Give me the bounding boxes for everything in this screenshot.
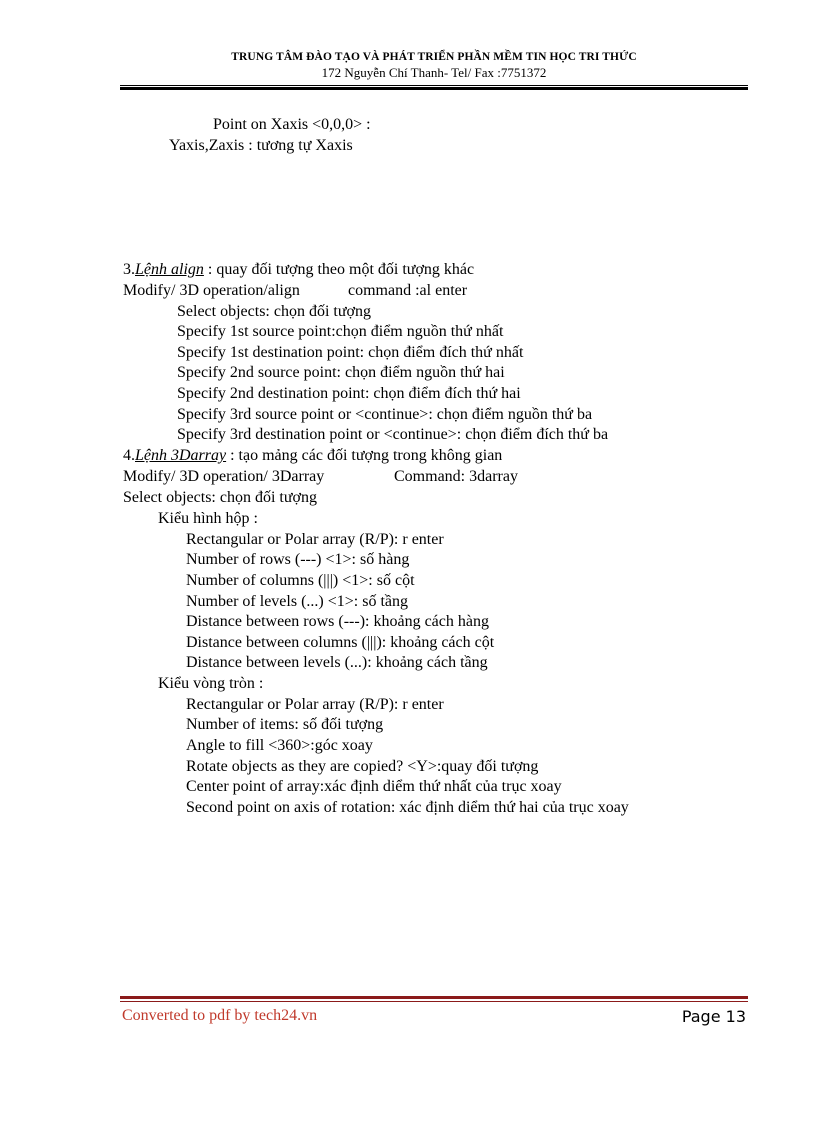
list-item: Number of items: số đối tượng [186,716,384,733]
list-item: Number of columns (|||) <1>: số cột [186,572,415,589]
list-item: Specify 3rd destination point or <continue>: chọn điểm đích thứ ba [177,426,609,443]
command-text: Command: 3darray [394,468,518,485]
org-name: TRUNG TÂM ĐÀO TẠO VÀ PHÁT TRIỂN PHẦN MỀM TIN HỌC TRI THỨC [231,51,637,63]
section-title-3darray: Lệnh 3Darray [135,447,227,464]
page-number: Page 13 [681,1007,746,1026]
list-item: Angle to fill <360>:góc xoay [186,737,373,754]
org-address: 172 Nguyễn Chí Thanh- Tel/ Fax :7751372 [321,65,547,80]
list-item: Specify 3rd source point or <continue>: chọn điểm nguồn thứ ba [177,406,593,423]
footer-source-link[interactable]: Converted to pdf by tech24.vn [122,1007,318,1024]
list-item: Distance between columns (|||): khoảng cách cột [186,634,495,651]
subheading-rectangular: Kiểu hình hộp : [158,510,258,527]
section-heading-3darray: 4.Lệnh 3Darray : tạo mảng các đối tượng trong không gian [123,447,503,464]
text-line: Point on Xaxis <0,0,0> : [213,116,371,133]
menu-path: Modify/ 3D operation/ 3Darray [123,468,325,485]
list-item: Specify 1st source point:chọn điểm nguồn thứ nhất [177,323,504,340]
list-item: Specify 2nd source point: chọn điểm nguồn thứ hai [177,364,505,381]
list-item: Rotate objects as they are copied? <Y>:quay đối tượng [186,758,539,775]
list-item: Second point on axis of rotation: xác định diểm thứ hai của trục xoay [186,799,629,816]
command-text: command :al enter [348,282,468,299]
list-item: Rectangular or Polar array (R/P): r enter [186,696,444,713]
list-item: Specify 2nd destination point: chọn điểm đích thứ hai [177,385,521,402]
list-item: Number of levels (...) <1>: số tầng [186,593,408,610]
section-heading-align: 3.Lệnh align : quay đối tượng theo một đối tượng khác [123,261,475,278]
list-item: Distance between rows (---): khoảng cách hàng [186,613,489,630]
menu-path: Modify/ 3D operation/align [123,282,300,299]
list-item: Center point of array:xác định diểm thứ nhất của trục xoay [186,778,562,795]
list-item: Rectangular or Polar array (R/P): r enter [186,531,444,548]
header-rule [120,85,748,90]
footer-rule [120,996,748,1002]
list-item: Number of rows (---) <1>: số hàng [186,551,410,568]
list-item: Select objects: chọn đối tượng [177,303,371,320]
section-title-align: Lệnh align [135,261,204,278]
list-item: Distance between levels (...): khoảng cách tầng [186,654,488,671]
page-header [120,50,748,81]
text-line: Select objects: chọn đối tượng [123,489,317,506]
list-item: Specify 1st destination point: chọn điểm đích thứ nhất [177,344,524,361]
subheading-polar: Kiểu vòng tròn : [158,675,264,692]
text-line: Yaxis,Zaxis : tương tự Xaxis [169,137,353,154]
